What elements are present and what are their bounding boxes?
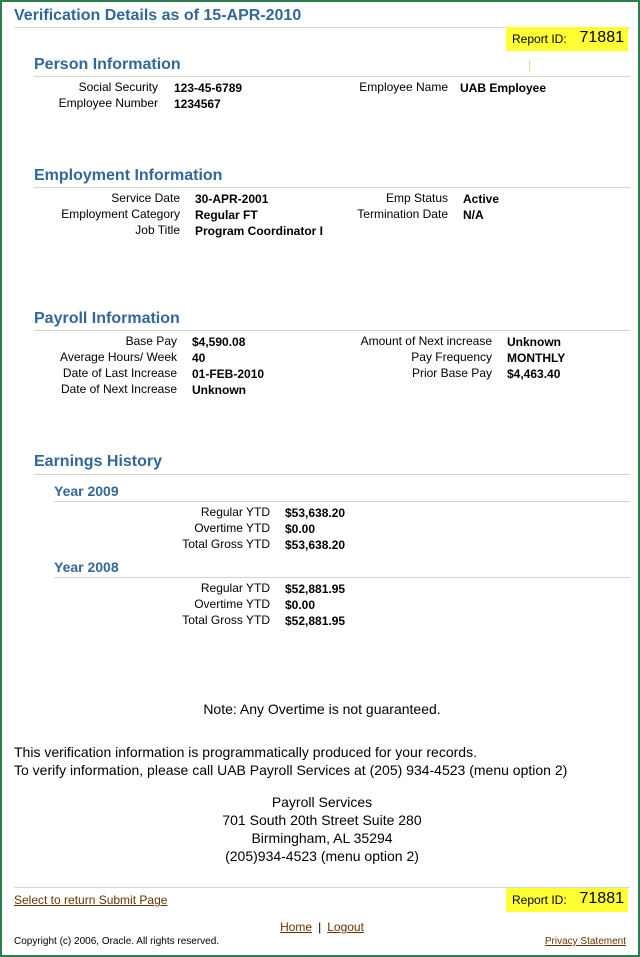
overtime-ytd-value: $0.00 [285, 598, 316, 612]
address-line-3: Birmingham, AL 35294 [251, 830, 393, 846]
employee-number-label: Employee Number [58, 96, 158, 110]
address-line-4: (205)934-4523 (menu option 2) [225, 848, 419, 864]
payroll-section-heading: Payroll Information [34, 310, 180, 327]
report-id-label: Report ID: [512, 32, 567, 46]
emp-status-label: Emp Status [385, 191, 448, 205]
average-hours-label: Average Hours/ Week [60, 350, 177, 364]
address-line-1: Payroll Services [271, 794, 373, 810]
overtime-ytd-label: Overtime YTD [194, 521, 270, 535]
termination-date-label: Termination Date [357, 207, 448, 221]
base-pay-label: Base Pay [125, 334, 177, 348]
regular-ytd-label: Regular YTD [200, 581, 270, 595]
privacy-statement-link[interactable]: Privacy Statement [544, 936, 626, 947]
person-section-heading: Person Information [34, 56, 181, 73]
earnings-section-heading: Earnings History [34, 453, 163, 470]
report-id-value: 71881 [579, 890, 624, 907]
regular-ytd-value: $52,881.95 [285, 582, 346, 596]
employee-name-value: UAB Employee [460, 81, 547, 95]
total-gross-ytd-label: Total Gross YTD [182, 613, 270, 627]
employee-name-label: Employee Name [359, 80, 448, 94]
report-id-badge-bottom [506, 888, 628, 912]
payroll-section-divider [34, 330, 630, 331]
service-date-value: 30-APR-2001 [195, 192, 269, 206]
prior-base-pay-value: $4,463.40 [507, 367, 561, 381]
ssn-value: 123-45-6789 [174, 81, 243, 95]
info-line-1: This verification information is programmatically produced for your records. [14, 744, 477, 760]
pay-frequency-value: MONTHLY [507, 351, 566, 365]
total-gross-ytd-value: $53,638.20 [285, 538, 346, 552]
report-id-badge-top [506, 27, 628, 51]
copyright-text: Copyright (c) 2006, Oracle. All rights reserved. [14, 936, 220, 947]
overtime-ytd-value: $0.00 [285, 522, 316, 536]
year-2008-heading: Year 2008 [54, 559, 119, 575]
report-id-value: 71881 [579, 29, 624, 46]
address-line-2: 701 South 20th Street Suite 280 [222, 812, 422, 828]
employment-section-heading: Employment Information [34, 167, 223, 184]
overtime-note: Note: Any Overtime is not guaranteed. [203, 701, 441, 717]
termination-date-value: N/A [463, 208, 484, 222]
next-increase-date-label: Date of Next Increase [60, 382, 177, 396]
average-hours-value: 40 [192, 351, 206, 365]
year-2009-divider [54, 501, 630, 502]
person-section-divider [34, 76, 630, 77]
next-increase-amount-label: Amount of Next increase [360, 334, 492, 348]
employment-category-value: Regular FT [195, 208, 258, 222]
page-title: Verification Details as of 15-APR-2010 [14, 7, 302, 24]
footer-separator: | [318, 920, 322, 934]
footer-links [2, 920, 640, 934]
total-gross-ytd-value: $52,881.95 [285, 614, 346, 628]
regular-ytd-label: Regular YTD [200, 505, 270, 519]
report-id-label: Report ID: [512, 893, 567, 907]
base-pay-value: $4,590.08 [192, 335, 246, 349]
year-2009-heading: Year 2009 [54, 483, 119, 499]
total-gross-ytd-label: Total Gross YTD [182, 537, 270, 551]
job-title-value: Program Coordinator I [195, 224, 324, 238]
home-link[interactable]: Home [280, 920, 313, 934]
employment-category-label: Employment Category [61, 207, 180, 221]
divider-mark [529, 60, 530, 72]
year-2008-divider [54, 577, 630, 578]
emp-status-value: Active [463, 192, 500, 206]
ssn-label: Social Security [78, 80, 158, 94]
service-date-label: Service Date [111, 191, 180, 205]
next-increase-date-value: Unknown [192, 383, 246, 397]
job-title-label: Job Title [135, 223, 180, 237]
return-submit-page-link[interactable]: Select to return Submit Page [14, 893, 168, 907]
info-line-2: To verify information, please call UAB Payroll Services at (205) 934-4523 (menu option 2) [14, 762, 568, 778]
address-block [2, 793, 640, 865]
employee-number-value: 1234567 [174, 97, 221, 111]
earnings-section-divider [34, 474, 630, 475]
logout-link[interactable]: Logout [327, 920, 364, 934]
employment-section-divider [34, 187, 630, 188]
prior-base-pay-label: Prior Base Pay [411, 366, 492, 380]
pay-frequency-label: Pay Frequency [411, 350, 492, 364]
last-increase-label: Date of Last Increase [62, 366, 177, 380]
overtime-ytd-label: Overtime YTD [194, 597, 270, 611]
regular-ytd-value: $53,638.20 [285, 506, 346, 520]
last-increase-value: 01-FEB-2010 [192, 367, 265, 381]
next-increase-amount-value: Unknown [507, 335, 561, 349]
